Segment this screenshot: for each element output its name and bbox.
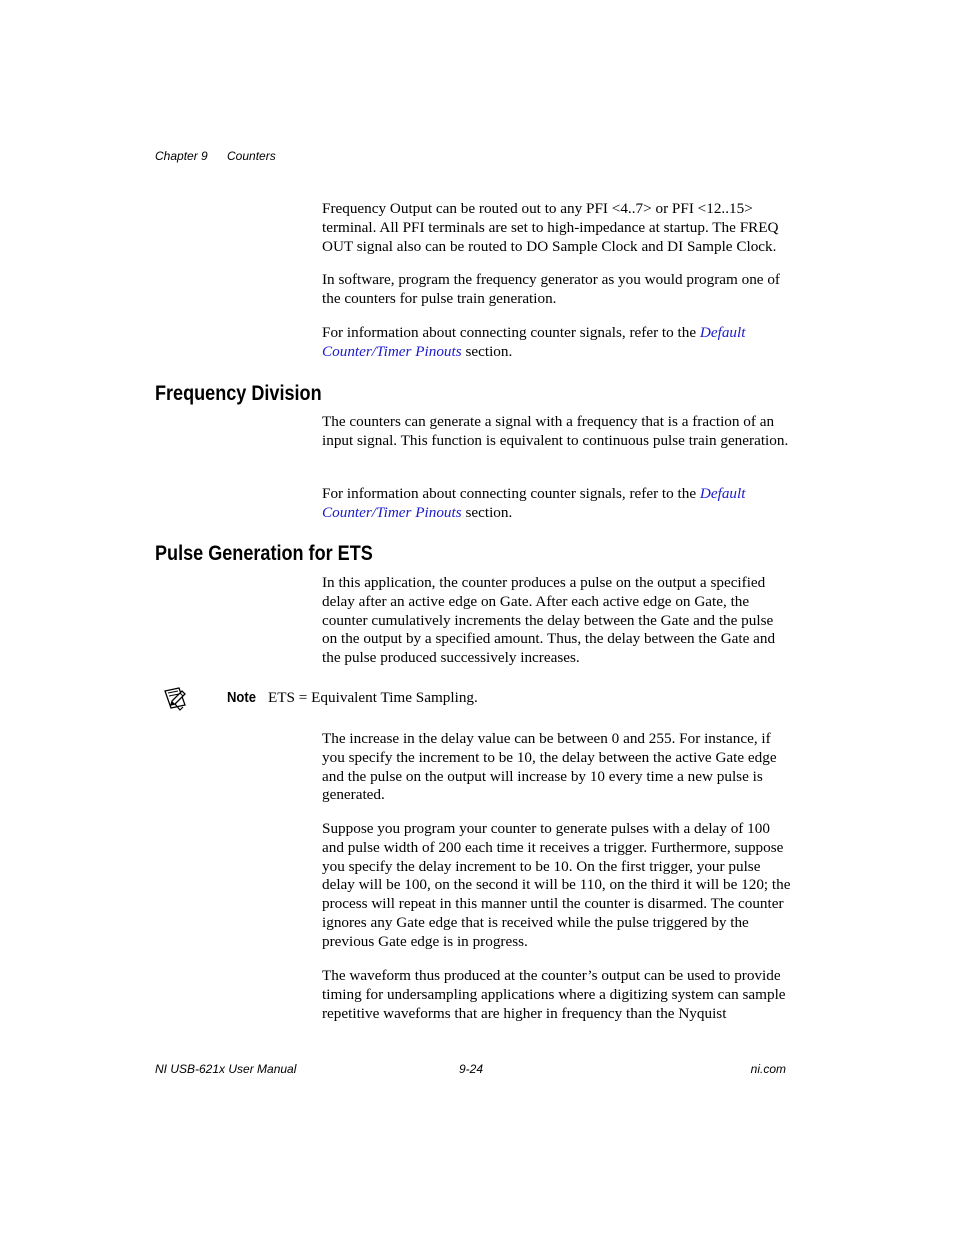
intro-paragraph-3-tail: section. <box>461 342 513 360</box>
frequency-division-paragraph-2 <box>322 485 792 523</box>
note-pencil-icon <box>161 685 189 713</box>
intro-paragraph-3-lead: For information about connecting counter signals, refer to the <box>322 324 700 341</box>
pulse-generation-paragraph-4: The waveform thus produced at the counter’s output can be used to provide timing for undersampling applications where a digitizing system can sample repetitive waveforms that are higher in frequency than the Nyquist <box>322 967 786 1022</box>
pulse-generation-paragraph-2: The increase in the delay value can be between 0 and 255. For instance, if you specify the increment to be 10, the delay between the active Gate edge and the pulse on the output will increase by 10 every time a new pulse is generated. <box>322 730 777 804</box>
intro-paragraph-3 <box>322 324 792 362</box>
frequency-division-paragraph-2-tail: section. <box>461 503 513 521</box>
pulse-generation-heading: Pulse Generation for ETS <box>155 542 373 565</box>
pulse-generation-paragraph-1: In this application, the counter produces a pulse on the output a specified delay after an active edge on Gate. After each active edge on Gate, the counter cumulatively increments the delay between the Gate and the pulse on the output by a specified amount. Thus, the delay between the Gate and the pulse produced successively increases. <box>322 574 776 667</box>
footer-page-number: 9-24 <box>459 1062 484 1076</box>
note-text: ETS = Equivalent Time Sampling. <box>268 689 478 706</box>
default-counter-timer-pinouts-link-2[interactable]: Default Counter/Timer Pinouts <box>322 485 746 521</box>
note-label: Note <box>227 690 257 706</box>
default-counter-timer-pinouts-link[interactable]: Default Counter/Timer Pinouts <box>322 324 746 360</box>
frequency-division-heading: Frequency Division <box>155 382 322 405</box>
frequency-division-paragraph-2-lead: For information about connecting counter signals, refer to the <box>322 485 700 502</box>
intro-paragraph-2: In software, program the frequency generator as you would program one of the counters for pulse train generation. <box>322 271 780 307</box>
frequency-division-paragraph-1: The counters can generate a signal with a frequency that is a fraction of an input signal. This function is equivalent to continuous pulse train generation. <box>322 413 789 449</box>
pulse-generation-paragraph-3: Suppose you program your counter to generate pulses with a delay of 100 and pulse width of 200 each time it receives a trigger. Furthermore, suppose you specify the delay increment to be 10. On the first trigger, your pulse delay will be 100, on the second it will be 110, on the third it will be 120; the process will repeat in this manner until the counter is disarmed. The counter ignores any Gate edge that is received while the pulse triggered by the previous Gate edge is in progress. <box>322 820 791 950</box>
running-header <box>155 149 276 163</box>
footer-website: ni.com <box>750 1062 786 1076</box>
footer-manual-title: NI USB-621x User Manual <box>155 1062 297 1076</box>
chapter-label: Chapter 9 <box>155 149 208 163</box>
intro-paragraph-1: Frequency Output can be routed out to any PFI <4..7> or PFI <12..15> terminal. All PFI terminals are set to high-impedance at startup. The FREQ OUT signal also can be routed to DO Sample Clock and DI Sample Clock. <box>322 200 779 255</box>
section-label: Counters <box>227 149 276 163</box>
